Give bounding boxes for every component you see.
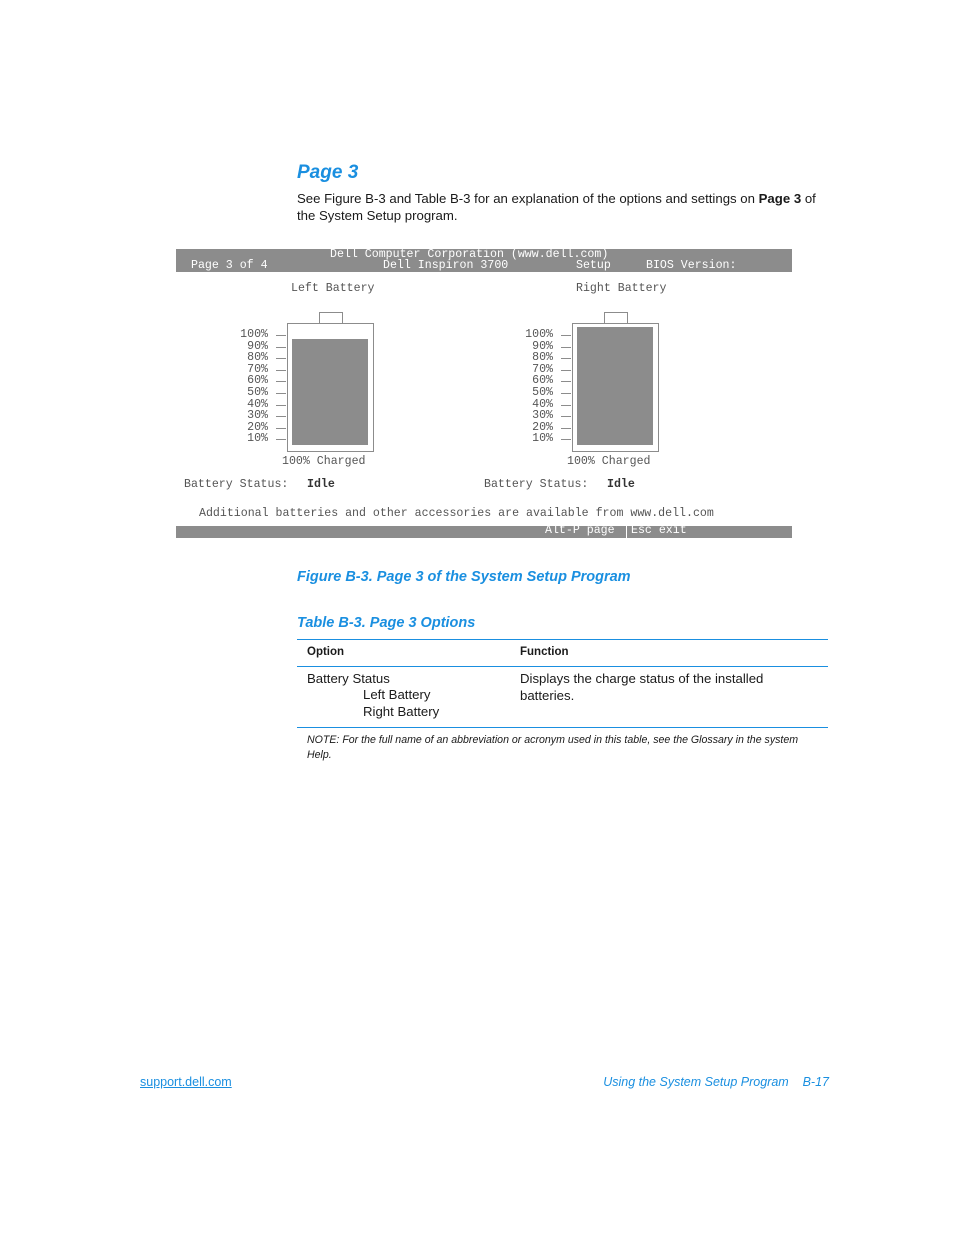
intro-bold: Page 3 xyxy=(758,191,802,206)
function-description: Displays the charge status of the installed batteries. xyxy=(520,671,764,703)
bios-page-indicator: Page 3 of 4 xyxy=(191,259,268,272)
table-title: Table B-3. Page 3 Options xyxy=(297,615,476,631)
scale-label: 90% xyxy=(532,339,553,353)
header-option: Option xyxy=(307,646,345,658)
esc-hint: Esc exit xyxy=(631,524,687,537)
bios-additional-text: Additional batteries and other accessories are available from www.dell.com xyxy=(199,507,714,520)
table-top-rule xyxy=(297,639,828,640)
table-bottom-rule xyxy=(297,727,828,728)
alt-p-hint: Alt-P page xyxy=(545,524,615,537)
scale-tick xyxy=(561,439,571,440)
scale-label: 100% xyxy=(240,328,268,341)
intro-text-end: of the System Setup program. xyxy=(297,191,816,223)
scale-tick xyxy=(276,416,286,417)
scale-tick xyxy=(276,347,286,348)
scale-tick xyxy=(276,381,286,382)
scale-tick xyxy=(561,381,571,382)
scale-tick xyxy=(276,405,286,406)
footer-page-info: Using the System Setup Program B-17 xyxy=(603,1075,829,1089)
intro-paragraph xyxy=(297,190,837,224)
scale-label: 40% xyxy=(247,397,268,411)
scale-label: 70% xyxy=(532,362,553,376)
scale-tick xyxy=(276,428,286,429)
bios-version: BIOS Version: xyxy=(646,259,737,272)
bios-setup: Setup xyxy=(576,259,611,272)
scale-label: 80% xyxy=(247,351,268,365)
option-right-battery: Right Battery xyxy=(363,704,440,719)
scale-tick xyxy=(561,393,571,394)
scale-label: 50% xyxy=(247,386,268,399)
right-battery-status-value: Idle xyxy=(607,478,635,491)
right-battery-charge-fill xyxy=(577,327,653,445)
scale-label: 20% xyxy=(532,420,553,434)
scale-tick xyxy=(561,347,571,348)
scale-label: 20% xyxy=(247,420,268,434)
scale-tick xyxy=(561,428,571,429)
scale-tick xyxy=(561,370,571,371)
figure-caption: Figure B-3. Page 3 of the System Setup Program xyxy=(297,569,631,585)
scale-label: 80% xyxy=(532,351,553,365)
scale-label: 10% xyxy=(247,432,268,446)
scale-tick xyxy=(561,335,571,336)
bios-screen-figure xyxy=(176,249,792,539)
table-note: NOTE: For the full name of an abbreviation or acronym used in this table, see the Glossary in the system Help. xyxy=(307,734,799,761)
scale-label: 30% xyxy=(532,409,553,423)
option-left-battery: Left Battery xyxy=(363,687,431,702)
scale-tick xyxy=(276,439,286,440)
bios-model: Dell Inspiron 3700 xyxy=(383,259,509,272)
bios-header-bar xyxy=(176,249,792,272)
bios-footer-bar xyxy=(176,526,792,538)
scale-label: 70% xyxy=(247,362,268,376)
table-header-rule xyxy=(297,666,828,667)
left-battery-label: Left Battery xyxy=(291,282,375,295)
header-function: Function xyxy=(520,646,569,658)
page-title: Page 3 xyxy=(297,162,359,183)
scale-tick xyxy=(561,358,571,359)
right-battery-label: Right Battery xyxy=(576,282,667,295)
scale-tick xyxy=(276,335,286,336)
option-battery-status: Battery Status xyxy=(307,671,390,686)
scale-label: 30% xyxy=(247,409,268,423)
support-link[interactable]: support.dell.com xyxy=(140,1075,232,1089)
scale-tick xyxy=(561,405,571,406)
scale-tick xyxy=(276,358,286,359)
bios-company: Dell Computer Corporation (www.dell.com) xyxy=(330,248,609,261)
left-battery-charge-fill xyxy=(292,339,368,445)
right-battery-status-label: Battery Status: xyxy=(484,478,589,491)
scale-label: 50% xyxy=(532,386,553,399)
scale-label: 100% xyxy=(525,328,553,341)
scale-label: 90% xyxy=(247,339,268,353)
left-battery-status-label: Battery Status: xyxy=(184,478,289,491)
scale-tick xyxy=(561,416,571,417)
footer-separator xyxy=(626,526,627,538)
scale-tick xyxy=(276,370,286,371)
left-battery-charge-text: 100% Charged xyxy=(282,455,366,468)
scale-label: 60% xyxy=(532,374,553,388)
scale-label: 40% xyxy=(532,397,553,411)
right-battery-charge-text: 100% Charged xyxy=(567,455,651,468)
scale-label: 10% xyxy=(532,432,553,446)
intro-text: See Figure B-3 and Table B-3 for an explanation of the options and settings on xyxy=(297,191,759,206)
scale-tick xyxy=(276,393,286,394)
scale-label: 60% xyxy=(247,374,268,388)
left-battery-status-value: Idle xyxy=(307,478,335,491)
